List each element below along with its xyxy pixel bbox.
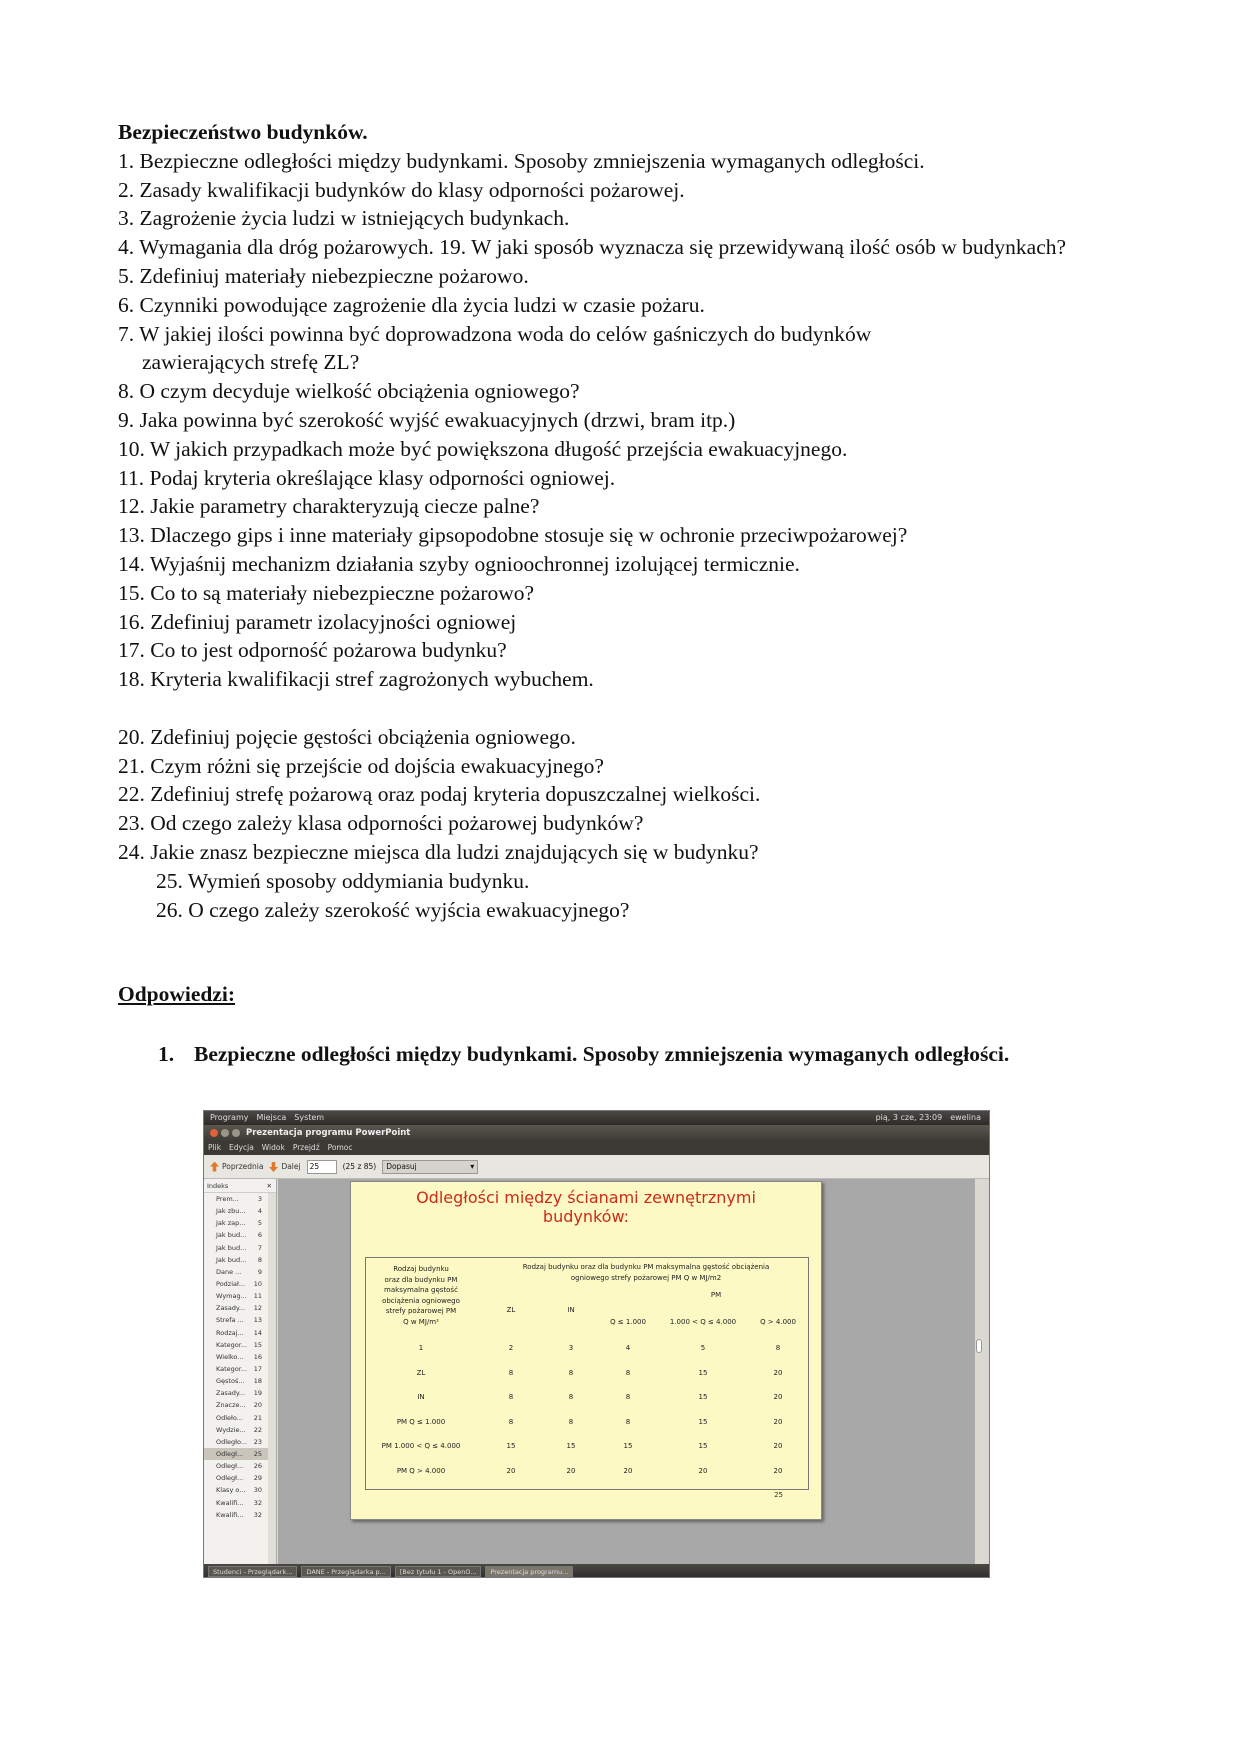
slide-number: 25 — [774, 1491, 783, 1499]
menu-plik[interactable]: Plik — [208, 1143, 222, 1152]
question-16: 16. Zdefiniuj parametr izolacyjności ogniowej — [118, 609, 517, 634]
table-cell: PM Q ≤ 1.000 — [396, 1417, 446, 1426]
sidebar-item-label: Odległ... — [216, 1474, 244, 1483]
question-9: 9. Jaka powinna być szerokość wyjść ewakuacyjnych (drzwi, bram itp.) — [118, 407, 736, 432]
sidebar-item-page: 11 — [253, 1292, 262, 1301]
sidebar-item-page: 19 — [253, 1389, 262, 1398]
question-7-cont: zawierających strefę ZL? — [142, 350, 360, 375]
sidebar-item-page: 26 — [253, 1462, 262, 1471]
table-cell: 20 — [773, 1368, 783, 1377]
table-col-header: ZL — [506, 1306, 516, 1314]
sidebar-item-label: Kategor... — [216, 1340, 248, 1349]
sidebar-item[interactable] — [204, 1290, 276, 1302]
arrow-down-icon — [269, 1162, 278, 1172]
table-cell: 20 — [773, 1393, 783, 1402]
minimize-icon[interactable] — [221, 1129, 229, 1137]
sidebar-item[interactable] — [204, 1327, 276, 1339]
table-cell: 8 — [508, 1393, 514, 1402]
sidebar-item-page: 21 — [253, 1413, 262, 1422]
table-cell: 8 — [568, 1417, 574, 1426]
document-heading: Bezpieczeństwo budynków. — [118, 120, 368, 144]
sidebar-item-label: Kwalifi... — [216, 1510, 244, 1519]
table-cell: 2 — [508, 1344, 514, 1352]
window-controls[interactable] — [210, 1129, 240, 1137]
document-body — [118, 118, 1118, 924]
sidebar-item-label: Jak bud... — [216, 1231, 247, 1240]
table-cell: 15 — [698, 1393, 708, 1402]
question-20: 20. Zdefiniuj pojęcie gęstości obciążenia ogniowego. — [118, 724, 576, 749]
sidebar-item-label: Odleło... — [216, 1413, 243, 1422]
table-cell: PM 1.000 < Q ≤ 4.000 — [381, 1442, 461, 1451]
sidebar-item[interactable] — [204, 1472, 276, 1484]
table-cell: 15 — [698, 1417, 708, 1426]
distance-table — [365, 1257, 809, 1490]
question-17: 17. Co to jest odporność pożarowa budynku? — [118, 638, 507, 663]
sidebar-item-page: 14 — [253, 1328, 262, 1337]
menu-miejsca[interactable]: Miejsca — [256, 1113, 287, 1122]
table-cell: 4 — [625, 1344, 631, 1352]
sidebar-list — [204, 1193, 276, 1521]
task-presentation[interactable]: Prezentacja programu... — [485, 1566, 573, 1577]
sidebar-item[interactable] — [204, 1229, 276, 1241]
sidebar-item-page: 25 — [253, 1449, 262, 1458]
table-cell: 8 — [568, 1368, 574, 1377]
question-26: 26. O czego zależy szerokość wyjścia ewakuacyjnego? — [156, 897, 630, 922]
sidebar-item[interactable] — [204, 1351, 276, 1363]
table-cell: 8 — [775, 1344, 781, 1352]
task-openoffice[interactable]: [Bez tytułu 1 - OpenO... — [395, 1566, 482, 1577]
question-4: 4. Wymagania dla dróg pożarowych. 19. W jaki sposób wyznacza się przewidywaną ilość osób w budynkach? — [118, 235, 1067, 260]
sidebar-item[interactable] — [204, 1193, 276, 1205]
table-cell: 8 — [625, 1368, 631, 1377]
table-cell: 1 — [418, 1344, 424, 1352]
system-panel — [204, 1111, 989, 1125]
table-header-type: Rodzaj budynku oraz dla budynku PM maksymalna gęstość obciążenia ogniowego strefy pożarowej PM Q w MJ/m² — [382, 1265, 460, 1326]
slide-viewport — [278, 1179, 983, 1564]
sidebar-item-label: Jak bud... — [216, 1243, 247, 1252]
answers-heading: Odpowiedzi: — [118, 982, 236, 1006]
user-name[interactable]: ewelina — [950, 1113, 981, 1122]
sidebar-item[interactable] — [204, 1302, 276, 1314]
sidebar-item[interactable] — [204, 1254, 276, 1266]
table-cell: 8 — [508, 1368, 514, 1377]
sidebar-item-page: 17 — [253, 1364, 262, 1373]
sidebar-item-label: Jak zap... — [216, 1219, 246, 1228]
question-18: 18. Kryteria kwalifikacji stref zagrożonych wybuchem. — [118, 667, 594, 692]
sidebar-item-page: 23 — [253, 1437, 262, 1446]
question-14: 14. Wyjaśnij mechanizm działania szyby ognioochronnej izolującej termicznie. — [118, 551, 800, 576]
sidebar-item-page: 8 — [257, 1255, 262, 1264]
next-label: Dalej — [281, 1162, 301, 1171]
answer-1-text: Bezpieczne odległości między budynkami. Sposoby zmniejszenia wymaganych odległości. — [194, 1042, 1010, 1066]
app-menubar — [204, 1141, 989, 1155]
sidebar-item[interactable] — [204, 1375, 276, 1387]
question-13: 13. Dlaczego gips i inne materiały gipsopodobne stosuje się w ochronie przeciwpożarowej? — [118, 523, 908, 548]
table-group-header: Rodzaj budynku oraz dla budynku PM maksymalna gęstość obciążenia ogniowego strefy pożarowej PM Q w MJ/m2 — [522, 1263, 770, 1282]
table-cell: IN — [417, 1393, 425, 1402]
sidebar-item[interactable] — [204, 1217, 276, 1229]
sidebar-item[interactable] — [204, 1412, 276, 1424]
sidebar-item[interactable] — [204, 1424, 276, 1436]
table-cell: ZL — [416, 1368, 426, 1377]
question-15: 15. Co to są materiały niebezpieczne pożarowo? — [118, 580, 535, 605]
page-count: (25 z 85) — [342, 1162, 377, 1171]
table-cell: 20 — [773, 1442, 783, 1451]
sidebar-item-label: Kategor... — [216, 1364, 248, 1373]
table-cell: 20 — [623, 1467, 633, 1475]
sidebar-item-label: Odległo... — [216, 1437, 248, 1446]
question-7: 7. W jakiej ilości powinna być doprowadzona woda do celów gaśniczych do budynków — [118, 321, 872, 346]
next-button[interactable] — [269, 1162, 300, 1172]
sidebar-item-page: 22 — [253, 1425, 262, 1434]
sidebar-item-label: Dane ... — [216, 1267, 242, 1276]
sidebar-item-page: 5 — [257, 1219, 262, 1228]
sidebar-item[interactable] — [204, 1460, 276, 1472]
table-col-header: Q ≤ 1.000 — [610, 1318, 646, 1326]
taskbar — [204, 1564, 989, 1578]
maximize-icon[interactable] — [232, 1129, 240, 1137]
sidebar-item[interactable] — [204, 1314, 276, 1326]
table-cell: 15 — [698, 1368, 708, 1377]
sidebar-item-page: 16 — [253, 1352, 262, 1361]
window-titlebar — [204, 1125, 989, 1141]
question-22: 22. Zdefiniuj strefę pożarową oraz podaj kryteria dopuszczalnej wielkości. — [118, 782, 761, 807]
prev-button[interactable] — [210, 1162, 263, 1172]
sidebar-item[interactable] — [204, 1266, 276, 1278]
embedded-screenshot — [203, 1110, 990, 1578]
sidebar-item-label: Gęstoś... — [216, 1377, 245, 1386]
question-24: 24. Jakie znasz bezpieczne miejsca dla ludzi znajdujących się w budynku? — [118, 839, 759, 864]
menu-programy[interactable]: Programy — [210, 1113, 249, 1122]
viewport-scrollbar[interactable] — [975, 1179, 983, 1564]
task-studenci[interactable]: Studenci - Przeglądark... — [208, 1566, 297, 1577]
close-icon[interactable]: ✕ — [266, 1182, 272, 1190]
sidebar-item-label: Prem... — [216, 1195, 239, 1203]
table-col-header: 1.000 < Q ≤ 4.000 — [669, 1318, 737, 1326]
sidebar-item-page: 15 — [253, 1340, 262, 1349]
table-cell: 20 — [566, 1467, 576, 1475]
table-col-header: Q > 4.000 — [760, 1318, 796, 1326]
question-10: 10. W jakich przypadkach może być powiększona długość przejścia ewakuacyjnego. — [118, 436, 848, 461]
answer-1-number: 1. — [158, 1042, 175, 1066]
sidebar-item-page: 32 — [253, 1498, 262, 1507]
slide — [350, 1181, 822, 1520]
table-cell: 8 — [625, 1393, 631, 1402]
index-sidebar — [204, 1179, 277, 1564]
menu-edycja[interactable]: Edycja — [229, 1143, 254, 1152]
question-3: 3. Zagrożenie życia ludzi w istniejących budynkach. — [118, 206, 570, 231]
sidebar-item[interactable] — [204, 1497, 276, 1509]
sidebar-item-page: 10 — [253, 1279, 262, 1288]
sidebar-item-label: Wymag... — [216, 1292, 247, 1301]
question-1: 1. Bezpieczne odległości między budynkami. Sposoby zmniejszenia wymaganych odległości. — [118, 148, 925, 173]
sidebar-title: Indeks — [207, 1182, 229, 1190]
table-pm-header: PM — [710, 1291, 722, 1299]
scroll-thumb[interactable] — [976, 1339, 982, 1353]
table-cell: 15 — [698, 1442, 708, 1451]
question-23: 23. Od czego zależy klasa odporności pożarowej budynków? — [118, 811, 644, 836]
sidebar-item[interactable] — [204, 1205, 276, 1217]
sidebar-item-page: 30 — [253, 1486, 262, 1495]
menu-widok[interactable]: Widok — [261, 1143, 285, 1152]
table-cell: 20 — [698, 1467, 708, 1475]
table-cell: 20 — [506, 1467, 516, 1475]
viewer-toolbar — [204, 1155, 989, 1179]
sidebar-item[interactable] — [204, 1448, 276, 1460]
table-cell: 5 — [700, 1344, 706, 1352]
answer-1-heading — [158, 1040, 1058, 1069]
task-dane[interactable]: DANE - Przeglądarka p... — [301, 1566, 390, 1577]
sidebar-item-label: Odległ... — [216, 1462, 244, 1471]
sidebar-item-label: Strefa ... — [216, 1316, 244, 1325]
zoom-select[interactable]: Dopasuj ▾ — [382, 1160, 478, 1174]
sidebar-item-label: Zasady... — [216, 1304, 246, 1313]
window-title: Prezentacja programu PowerPoint — [246, 1128, 411, 1138]
sidebar-header — [204, 1179, 276, 1193]
clock: pią, 3 cze, 23:09 — [875, 1113, 943, 1122]
sidebar-item-label: Jak bud... — [216, 1255, 247, 1264]
close-icon[interactable] — [210, 1129, 218, 1137]
slide-title — [351, 1188, 821, 1226]
sidebar-item-label: Jak zbu... — [216, 1207, 246, 1216]
menu-pomoc[interactable]: Pomoc — [327, 1143, 353, 1152]
sidebar-item-label: Znacze... — [216, 1401, 246, 1410]
sidebar-item[interactable] — [204, 1242, 276, 1254]
question-12: 12. Jakie parametry charakteryzują ciecze palne? — [118, 494, 540, 519]
table-col-header: IN — [567, 1306, 575, 1314]
sidebar-item-label: Zasady... — [216, 1389, 246, 1398]
table-cell: 20 — [773, 1417, 783, 1426]
question-6: 6. Czynniki powodujące zagrożenie dla życia ludzi w czasie pożaru. — [118, 292, 705, 317]
sidebar-item[interactable] — [204, 1387, 276, 1399]
menu-system[interactable]: System — [294, 1113, 325, 1122]
sidebar-scrollbar[interactable] — [268, 1193, 276, 1564]
table-cell: 8 — [625, 1417, 631, 1426]
question-8: 8. O czym decyduje wielkość obciążenia ogniowego? — [118, 379, 580, 404]
sidebar-item-label: Podział... — [216, 1279, 246, 1288]
table-cell: 20 — [773, 1467, 783, 1475]
sidebar-item-label: Wielko... — [216, 1352, 244, 1361]
page-input[interactable]: 25 — [307, 1160, 337, 1174]
question-25: 25. Wymień sposoby oddymiania budynku. — [156, 868, 530, 893]
sidebar-item-page: 3 — [257, 1195, 262, 1203]
sidebar-item-label: Rodzaj... — [216, 1328, 244, 1337]
sidebar-item[interactable] — [204, 1363, 276, 1375]
sidebar-item[interactable] — [204, 1436, 276, 1448]
slide-title-line1: Odległości między ścianami zewnętrznymi — [416, 1188, 756, 1207]
sidebar-item[interactable] — [204, 1509, 276, 1521]
table-cell: 8 — [508, 1417, 514, 1426]
sidebar-item[interactable] — [204, 1484, 276, 1496]
sidebar-item-page: 18 — [253, 1377, 262, 1386]
menu-przejdz[interactable]: Przejdź — [292, 1143, 320, 1152]
table-cell: 8 — [568, 1393, 574, 1402]
table-cell: 15 — [566, 1442, 576, 1451]
sidebar-item-page: 20 — [253, 1401, 262, 1410]
slide-title-line2: budynków: — [542, 1207, 630, 1226]
table-cell: 3 — [568, 1344, 574, 1352]
table-cell: 15 — [506, 1442, 516, 1451]
sidebar-item[interactable] — [204, 1399, 276, 1411]
sidebar-item[interactable] — [204, 1278, 276, 1290]
table-cell: PM Q > 4.000 — [396, 1467, 446, 1475]
sidebar-item-label: Kwalifi... — [216, 1498, 244, 1507]
sidebar-item-page: 4 — [257, 1207, 262, 1216]
sidebar-item-page: 9 — [257, 1267, 262, 1276]
sidebar-item-label: Odległ... — [216, 1449, 244, 1458]
sidebar-item-page: 32 — [253, 1510, 262, 1519]
sidebar-item-label: Wydzie... — [216, 1425, 246, 1434]
question-11: 11. Podaj kryteria określające klasy odporności ogniowej. — [118, 465, 616, 490]
prev-label: Poprzednia — [222, 1162, 264, 1171]
table-cell: 15 — [623, 1442, 633, 1451]
sidebar-item-page: 7 — [257, 1243, 262, 1252]
sidebar-item-label: Klasy o... — [216, 1486, 246, 1495]
question-2: 2. Zasady kwalifikacji budynków do klasy odporności pożarowej. — [118, 177, 685, 202]
sidebar-item-page: 6 — [257, 1231, 262, 1240]
question-21: 21. Czym różni się przejście od dojścia ewakuacyjnego? — [118, 753, 604, 778]
sidebar-item[interactable] — [204, 1339, 276, 1351]
sidebar-item-page: 29 — [253, 1474, 262, 1483]
question-5: 5. Zdefiniuj materiały niebezpieczne pożarowo. — [118, 263, 529, 288]
sidebar-item-page: 12 — [253, 1304, 262, 1313]
sidebar-item-page: 13 — [253, 1316, 262, 1325]
arrow-up-icon — [210, 1162, 219, 1172]
